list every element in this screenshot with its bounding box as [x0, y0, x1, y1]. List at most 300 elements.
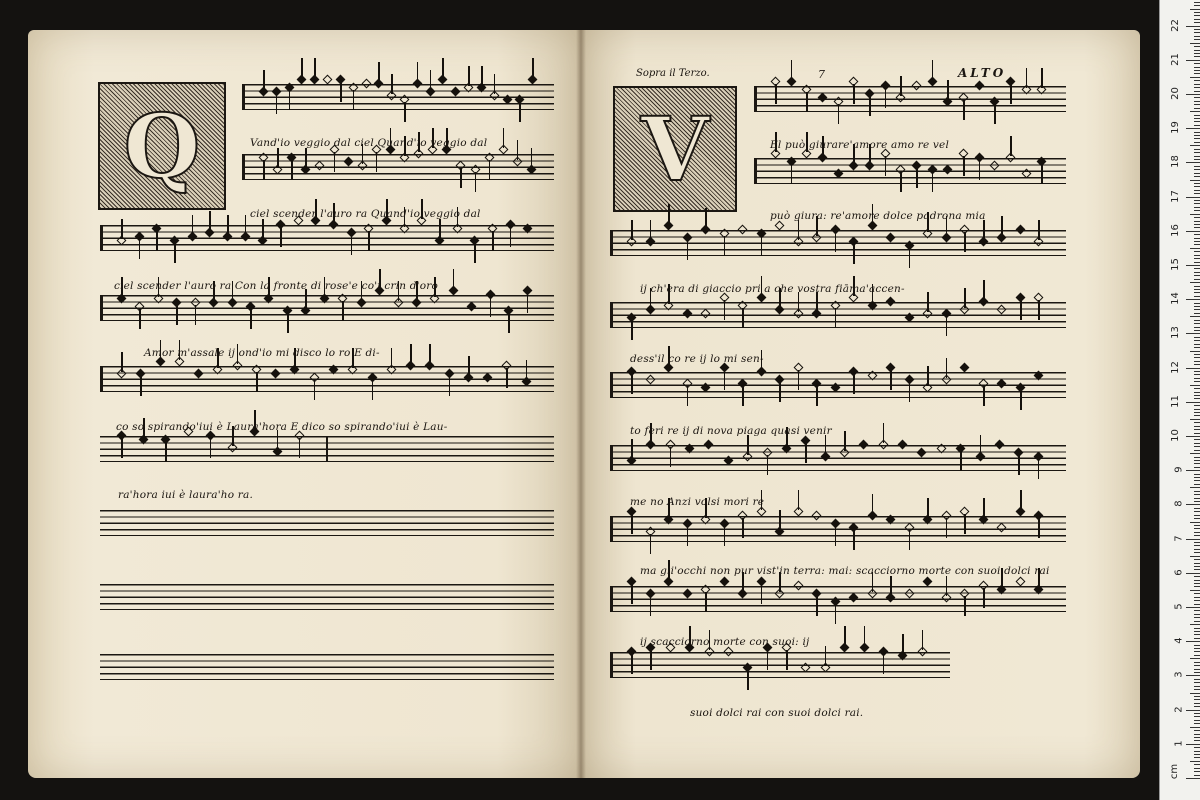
ruler-tick	[1194, 716, 1200, 717]
ruler-number: 15	[1170, 258, 1182, 271]
ruler-tick	[1194, 491, 1200, 492]
ruler-tick	[1194, 156, 1200, 157]
ruler-tick	[1194, 138, 1200, 139]
ruler-tick	[1194, 234, 1200, 235]
ruler-tick	[1194, 5, 1200, 6]
note-stem	[631, 514, 633, 534]
ruler-tick	[1194, 221, 1200, 222]
ruler-tick	[1194, 272, 1200, 273]
note-stem	[964, 514, 966, 534]
lyric-line: to feri re ij di nova piaga quasi venir	[630, 425, 832, 437]
ruler-tick	[1186, 333, 1200, 334]
ruler-tick	[1194, 532, 1200, 533]
ruler-tick	[1190, 145, 1200, 146]
note-stem	[864, 626, 866, 646]
note-head	[682, 589, 692, 599]
note-stem	[492, 231, 494, 251]
note-stem	[853, 244, 855, 264]
note-stem	[742, 308, 744, 328]
note-stem	[927, 292, 929, 312]
ruler-tick	[1194, 91, 1200, 92]
lyric-line: ma gli'occhi non pur vist'in terra: mai: scacciorno morte con suoi dolci rai	[640, 565, 1050, 577]
note-stem	[1038, 518, 1040, 538]
note-stem	[494, 74, 496, 94]
music-staff	[330, 436, 554, 462]
ruler-tick	[1194, 682, 1200, 683]
note-stem	[468, 356, 470, 376]
ruler-tick	[1190, 522, 1200, 523]
ruler-tick	[1194, 621, 1200, 622]
ruler-tick	[1194, 576, 1200, 577]
ruler-tick	[1194, 186, 1200, 187]
ruler-tick	[1194, 764, 1200, 765]
note-stem	[724, 526, 726, 546]
ruler-tick	[1194, 320, 1200, 321]
note-stem	[909, 248, 911, 268]
note-head	[343, 157, 353, 167]
ruler-tick	[1194, 354, 1200, 355]
note-stem	[165, 442, 167, 462]
ruler-tick	[1194, 289, 1200, 290]
note-stem	[963, 156, 965, 176]
note-head	[467, 302, 477, 312]
note-stem	[489, 160, 491, 180]
music-staff	[610, 372, 1066, 398]
ruler-tick	[1190, 214, 1200, 215]
note-stem	[983, 280, 985, 300]
note-stem	[305, 289, 307, 309]
note-stem	[900, 172, 902, 192]
ruler-tick	[1194, 740, 1200, 741]
ruler-tick	[1194, 775, 1200, 776]
ruler-tick	[1194, 713, 1200, 714]
note-stem	[761, 236, 763, 256]
note-stem	[798, 370, 800, 390]
note-head	[997, 305, 1007, 315]
note-stem	[195, 305, 197, 325]
note-stem	[1018, 455, 1020, 475]
ruler-tick	[1194, 50, 1200, 51]
ruler-tick	[1186, 641, 1200, 642]
ruler-tick	[1194, 22, 1200, 23]
note-stem	[853, 374, 855, 394]
ruler-tick	[1194, 457, 1200, 458]
ruler-tick	[1194, 303, 1200, 304]
note-group	[610, 572, 1066, 626]
note-head	[775, 221, 785, 231]
note-stem	[883, 654, 885, 674]
ruler-tick	[1194, 751, 1200, 752]
note-stem	[932, 172, 934, 192]
note-stem	[883, 423, 885, 443]
ruler-tick	[1190, 693, 1200, 694]
note-stem	[963, 100, 965, 120]
ruler-tick	[1194, 450, 1200, 451]
note-stem	[964, 232, 966, 252]
ruler-tick	[1194, 142, 1200, 143]
ruler-tick	[1194, 494, 1200, 495]
ruler-tick	[1194, 337, 1200, 338]
note-stem	[391, 74, 393, 94]
ruler-tick	[1190, 43, 1200, 44]
note-stem	[900, 76, 902, 96]
note-stem	[922, 630, 924, 650]
ruler-tick	[1194, 583, 1200, 584]
ruler-tick	[1194, 323, 1200, 324]
ruler-tick	[1194, 757, 1200, 758]
note-head	[483, 373, 493, 383]
ruler-number: 21	[1170, 52, 1182, 66]
ruler-tick	[1194, 381, 1200, 382]
note-head	[936, 444, 946, 454]
note-stem	[342, 301, 344, 321]
lyric-line: Vand'io veggio dal ciel Quand'io veggio dal	[250, 137, 488, 149]
note-stem	[806, 92, 808, 112]
note-stem	[176, 305, 178, 325]
ruler-tick	[1186, 504, 1200, 505]
ruler-number: 9	[1173, 466, 1185, 473]
ruler-number: 19	[1170, 121, 1182, 135]
note-stem	[227, 215, 229, 235]
ruler-tick	[1194, 535, 1200, 536]
ruler-tick	[1194, 125, 1200, 126]
note-stem	[835, 604, 837, 624]
note-head	[793, 581, 803, 591]
ruler-tick	[1194, 662, 1200, 663]
ruler-number: 18	[1170, 155, 1182, 169]
ruler-tick	[1194, 241, 1200, 242]
ruler-tick	[1190, 727, 1200, 728]
note-stem	[368, 231, 370, 251]
note-stem	[1041, 164, 1043, 184]
ruler-tick	[1194, 426, 1200, 427]
lyric-line: Amor m'assale ij ond'io mi disco lo ro E di-	[144, 347, 380, 359]
ruler-tick	[1186, 402, 1200, 403]
ruler-tick	[1194, 84, 1200, 85]
ruler-tick	[1194, 309, 1200, 310]
note-stem	[503, 128, 505, 148]
lyric-line: ra'hora iui è laura'ho ra.	[118, 489, 254, 501]
music-staff	[610, 652, 950, 678]
ruler-tick	[1194, 286, 1200, 287]
note-head	[723, 647, 733, 657]
note-head	[801, 663, 811, 673]
note-stem	[1020, 390, 1022, 410]
ruler-tick	[1194, 768, 1200, 769]
ruler-tick	[1194, 593, 1200, 594]
note-stem	[519, 102, 521, 122]
note-group	[610, 216, 1066, 270]
note-stem	[1038, 300, 1040, 320]
ruler-tick	[1194, 398, 1200, 399]
ruler-number: 13	[1170, 326, 1182, 340]
ruler-tick	[1194, 101, 1200, 102]
note-stem	[1020, 300, 1022, 320]
note-stem	[410, 344, 412, 364]
note-head	[904, 313, 914, 323]
ruler-tick	[1194, 176, 1200, 177]
ruler-tick	[1194, 528, 1200, 529]
note-stem	[909, 530, 911, 550]
note-head	[997, 523, 1007, 533]
note-stem	[460, 168, 462, 188]
note-stem	[650, 650, 652, 670]
ruler-tick	[1194, 67, 1200, 68]
music-staff	[754, 158, 1066, 184]
ruler-tick	[1194, 217, 1200, 218]
ruler-tick	[1194, 296, 1200, 297]
ruler-tick	[1194, 552, 1200, 553]
note-head	[723, 456, 733, 466]
ruler-tick	[1194, 392, 1200, 393]
note-stem	[442, 58, 444, 78]
ruler-tick	[1186, 299, 1200, 300]
ruler-tick	[1190, 658, 1200, 659]
ruler-tick	[1194, 135, 1200, 136]
music-staff	[610, 302, 1066, 328]
note-stem	[449, 376, 451, 396]
ruler-tick	[1194, 80, 1200, 81]
note-stem	[156, 231, 158, 251]
note-stem	[510, 227, 512, 247]
note-stem	[299, 438, 301, 458]
ruler-tick	[1186, 710, 1200, 711]
note-stem	[277, 148, 279, 168]
ruler-tick	[1194, 108, 1200, 109]
music-staff	[100, 225, 554, 251]
ruler-tick	[1190, 180, 1200, 181]
ruler-tick	[1194, 330, 1200, 331]
note-stem	[391, 348, 393, 368]
note-stem	[960, 451, 962, 471]
ruler-tick	[1194, 754, 1200, 755]
ruler-tick	[1194, 15, 1200, 16]
ruler-tick	[1194, 723, 1200, 724]
ruler-number: 4	[1173, 637, 1185, 644]
note-head	[994, 440, 1004, 450]
ruler-tick	[1194, 672, 1200, 673]
note-head	[645, 375, 655, 385]
ruler-number: 14	[1170, 292, 1182, 306]
ruler-tick	[1194, 501, 1200, 502]
note-stem	[262, 219, 264, 239]
note-head	[859, 440, 869, 450]
note-head	[194, 369, 204, 379]
note-stem	[983, 386, 985, 406]
ruler-tick	[1190, 385, 1200, 386]
music-staff	[100, 436, 330, 462]
note-stem	[429, 344, 431, 364]
note-stem	[844, 626, 846, 646]
note-stem	[805, 443, 807, 463]
note-stem	[209, 211, 211, 231]
ruler-tick	[1190, 624, 1200, 625]
music-staff	[242, 84, 554, 110]
note-stem	[825, 646, 827, 666]
note-stem	[1026, 68, 1028, 88]
staff-lines	[100, 510, 554, 536]
ruler-tick	[1190, 453, 1200, 454]
ruler-tick	[1194, 374, 1200, 375]
note-stem	[798, 220, 800, 240]
note-stem	[353, 90, 355, 110]
staff-lines	[330, 436, 554, 462]
note-stem	[376, 152, 378, 172]
ruler-tick	[1194, 56, 1200, 57]
ruler-tick	[1194, 166, 1200, 167]
note-stem	[902, 634, 904, 654]
ruler-tick	[1194, 115, 1200, 116]
ruler-tick	[1194, 251, 1200, 252]
ruler-tick	[1194, 597, 1200, 598]
ruler-tick	[1194, 268, 1200, 269]
ruler-tick	[1194, 580, 1200, 581]
note-stem	[192, 215, 194, 235]
note-stem	[853, 84, 855, 104]
page-header: Sopra il Terzo.	[636, 68, 710, 79]
ruler-tick	[1194, 563, 1200, 564]
ruler-tick	[1194, 313, 1200, 314]
ruler-tick	[1194, 97, 1200, 98]
ruler-tick	[1194, 559, 1200, 560]
note-stem	[532, 58, 534, 78]
note-stem	[964, 596, 966, 616]
ruler-tick	[1194, 474, 1200, 475]
note-stem	[287, 313, 289, 333]
ruler-number: 12	[1170, 360, 1182, 374]
note-head	[812, 511, 822, 521]
initial-letter: V	[640, 97, 710, 201]
note-stem	[526, 360, 528, 380]
ruler-tick	[1194, 730, 1200, 731]
ruler-tick	[1194, 460, 1200, 461]
ruler-tick	[1194, 542, 1200, 543]
ruler-tick	[1194, 610, 1200, 611]
ruler-tick	[1194, 262, 1200, 263]
ruler-tick	[1194, 648, 1200, 649]
ruler-number: 2	[1173, 705, 1185, 713]
ruler-tick	[1194, 132, 1200, 133]
ruler-tick	[1194, 255, 1200, 256]
note-stem	[927, 498, 929, 518]
note-stem	[747, 435, 749, 455]
ruler-tick	[1194, 734, 1200, 735]
note-head	[1034, 371, 1044, 381]
ruler-tick	[1194, 511, 1200, 512]
ruler-tick	[1194, 703, 1200, 704]
note-head	[904, 589, 914, 599]
music-staff	[100, 366, 554, 392]
note-stem	[289, 90, 291, 110]
note-stem	[121, 438, 123, 458]
note-stem	[631, 654, 633, 674]
ruler-tick	[1194, 203, 1200, 204]
music-staff	[610, 516, 1066, 542]
ruler-number: 22	[1170, 18, 1182, 32]
note-head	[886, 515, 896, 525]
note-stem	[631, 320, 633, 340]
note-stem	[742, 518, 744, 538]
note-head	[704, 440, 714, 450]
note-stem	[1001, 216, 1003, 236]
ruler-tick	[1194, 651, 1200, 652]
note-stem	[650, 534, 652, 554]
ruler-tick	[1190, 419, 1200, 420]
note-stem	[351, 235, 353, 255]
lyric-line: suoi dolci rai con suoi dolci rai.	[690, 707, 864, 719]
music-staff	[242, 154, 554, 180]
note-stem	[340, 82, 342, 102]
note-stem	[869, 96, 871, 116]
note-head	[329, 365, 339, 375]
note-head	[315, 161, 325, 171]
note-stem	[983, 498, 985, 518]
ruler-tick	[1194, 737, 1200, 738]
ruler-tick	[1194, 327, 1200, 328]
note-stem	[277, 430, 279, 450]
note-stem	[508, 313, 510, 333]
note-stem	[474, 243, 476, 263]
ruler-tick	[1194, 39, 1200, 40]
ruler-tick	[1190, 761, 1200, 762]
ruler-tick	[1194, 12, 1200, 13]
note-stem	[979, 160, 981, 180]
ruler-tick	[1194, 340, 1200, 341]
note-stem	[417, 62, 419, 82]
note-stem	[404, 102, 406, 122]
measuring-ruler	[1159, 0, 1200, 800]
staff-lines	[100, 584, 554, 610]
note-stem	[779, 510, 781, 530]
ruler-tick	[1194, 388, 1200, 389]
ruler-tick	[1194, 443, 1200, 444]
lyric-line: co so spirando'iui è Laura'hora E dico so spirando'iui è Lau-	[116, 421, 448, 433]
note-stem	[742, 386, 744, 406]
note-stem	[786, 650, 788, 670]
note-stem	[724, 370, 726, 390]
note-stem	[946, 576, 948, 596]
ruler-tick	[1194, 409, 1200, 410]
ruler-tick	[1186, 265, 1200, 266]
note-head	[974, 81, 984, 91]
note-head	[685, 444, 695, 454]
note-stem	[761, 584, 763, 604]
ruler-tick	[1194, 604, 1200, 605]
note-stem	[174, 243, 176, 263]
note-stem	[724, 300, 726, 320]
note-head	[701, 383, 711, 393]
ruler-tick	[1194, 183, 1200, 184]
note-stem	[210, 438, 212, 458]
ruler-tick	[1194, 433, 1200, 434]
note-head	[960, 363, 970, 373]
note-stem	[687, 526, 689, 546]
ruler-tick	[1186, 231, 1200, 232]
ruler-tick	[1194, 665, 1200, 666]
ruler-tick	[1194, 244, 1200, 245]
ruler-tick	[1194, 193, 1200, 194]
ruler-tick	[1194, 275, 1200, 276]
lyric-line: dess'il co re ij lo mi sen-	[630, 353, 764, 365]
ruler-number: 3	[1173, 671, 1185, 679]
ruler-tick	[1194, 159, 1200, 160]
ruler-tick	[1194, 279, 1200, 280]
ruler-tick	[1190, 77, 1200, 78]
ruler-tick	[1194, 224, 1200, 225]
music-staff	[610, 586, 1066, 612]
ruler-tick	[1194, 152, 1200, 153]
note-stem	[946, 518, 948, 538]
